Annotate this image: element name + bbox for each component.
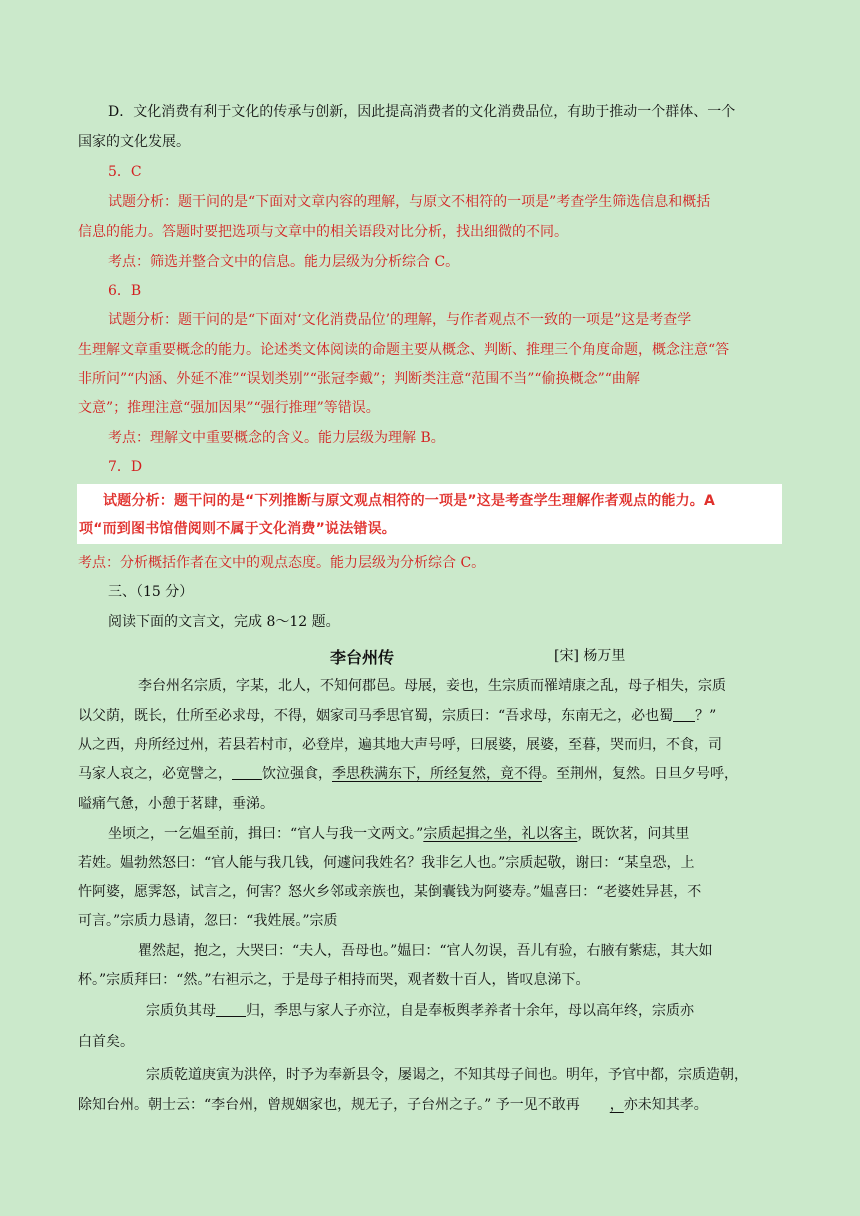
q5-analysis-line1: 试题分析：题干问的是“下面对文章内容的理解，与原文不相符的一项是”考查学生筛选信息和概括 (108, 194, 711, 210)
passage-p1-line4: 马家人哀之，必宽譬之， 饮泣强食，季思秩满东下，所经复然，竟不得。至荆州，复然。日旦夕号呼， (78, 766, 738, 782)
option-d-line1: D．文化消费有利于文化的传承与创新，因此提高消费者的文化消费品位，有助于推动一个群体、一个 (108, 104, 736, 120)
passage-p1-line2: 以父荫，既长，仕所至必求母，不得，姻家司马季思官蜀，宗质曰：“吾求母，东南无之，必也蜀 ？” (78, 708, 717, 724)
passage-p3-line2: 杯。”宗质拜曰：“然。”右袒示之，于是母子相持而哭，观者数十百人，皆叹息涕下。 (78, 972, 590, 988)
q6-analysis-line1: 试题分析：题干问的是“下面对‘文化消费品位’的理解，与作者观点不一致的一项是”这是考查学 (108, 312, 692, 328)
passage-p2-line2: 若姓。媪勃然怒曰：“官人能与我几钱，何遽问我姓名？我非乞人也。”宗质起敬，谢曰：“某皇恐，上 (78, 855, 695, 871)
q5-point: 考点：筛选并整合文中的信息。能力层级为分析综合 C。 (108, 254, 460, 270)
blank-line (216, 1002, 246, 1017)
passage-p3-line1: 瞿然起，抱之，大哭曰：“夫人，吾母也。”媪曰：“官人勿误，吾儿有验，右腋有紫痣，其大如 (138, 943, 713, 959)
q6-point: 考点：理解文中重要概念的含义。能力层级为理解 B。 (108, 430, 445, 446)
passage-p1-line3: 从之西，舟所经过州，若县若村市，必登岸，遍其地大声号呼，曰展婆，展婆，至暮，哭而归，不食，司 (78, 737, 722, 753)
passage-p2-line4: 可言。”宗质力恳请，忽曰：“我姓展。”宗质 (78, 913, 338, 929)
section-instruction: 阅读下面的文言文，完成 8～12 题。 (108, 614, 340, 630)
q6-analysis-line2: 生理解文章重要概念的能力。论述类文体阅读的命题主要从概念、判断、推理三个角度命题，概念注意“答 (78, 342, 730, 358)
q6-analysis-line3: 非所问”“内涵、外延不准”“误划类别”“张冠李戴”；判断类注意“范围不当”“偷换概念”“曲解 (78, 371, 640, 387)
q7-analysis-line1: 试题分析：题干问的是“下列推断与原文观点相符的一项是”这是考查学生理解作者观点的能力。A (103, 493, 716, 509)
blank-line (673, 707, 695, 722)
option-d-line2: 国家的文化发展。 (78, 134, 190, 150)
passage-p4-line1: 宗质负其母 归，季思与家人子亦泣，自是奉板舆孝养者十余年，母以高年终，宗质亦 (146, 1003, 694, 1019)
underlined-sentence: 宗质起揖之坐，礼以客主 (423, 826, 578, 842)
passage-p2-line3: 忤阿婆，愿霁怒，试言之，何害？怒火乡邻或亲族也，某倒囊钱为阿婆寿。”媪喜曰：“老婆姓异甚，不 (78, 884, 702, 900)
q6-answer: 6．B (108, 283, 142, 299)
q7-analysis-line2: 项“而到图书馆借阅则不属于文化消费”说法错误。 (79, 521, 397, 537)
passage-author: [宋] 杨万里 (554, 648, 626, 664)
passage-p5-line2: 除知台州。朝士云：“李台州，曾规姻家也，规无子，子台州之子。” 予一见不敢再 ，亦未知其孝。 (78, 1097, 708, 1113)
passage-title: 李台州传 (330, 648, 395, 667)
q6-analysis-line4: 文意”；推理注意“强加因果”“强行推理”等错误。 (78, 400, 380, 416)
underlined-sentence: 季思秩满东下，所经复然，竟不得 (332, 766, 542, 782)
q7-analysis-image (77, 484, 782, 544)
passage-p1-line5: 嗌痛气惫，小憩于茗肆，垂涕。 (78, 796, 274, 812)
passage-p2-line1: 坐顷之，一乞媪至前，揖曰：“官人与我一文两文。”宗质起揖之坐，礼以客主，既饮茗，问其里 (108, 826, 690, 842)
q7-point: 考点：分析概括作者在文中的观点态度。能力层级为分析综合 C。 (78, 555, 486, 571)
q5-analysis-line2: 信息的能力。答题时要把选项与文章中的相关语段对比分析，找出细微的不同。 (78, 224, 568, 240)
section-heading: 三、（15 分） (108, 584, 194, 600)
passage-p5-line1: 宗质乾道庚寅为洪倅，时予为奉新县令，屡谒之，不知其母子间也。明年，予官中都，宗质造朝， (146, 1067, 748, 1083)
blank-line (232, 765, 262, 780)
passage-p4-line2: 白首矣。 (78, 1034, 134, 1050)
q5-answer: 5．C (108, 164, 142, 180)
passage-p1-line1: 李台州名宗质，字某，北人，不知何郡邑。母展，妾也，生宗质而罹靖康之乱，母子相失，宗质 (138, 678, 726, 694)
q7-answer: 7．D (108, 459, 143, 475)
blank-line: ， (609, 1097, 624, 1113)
